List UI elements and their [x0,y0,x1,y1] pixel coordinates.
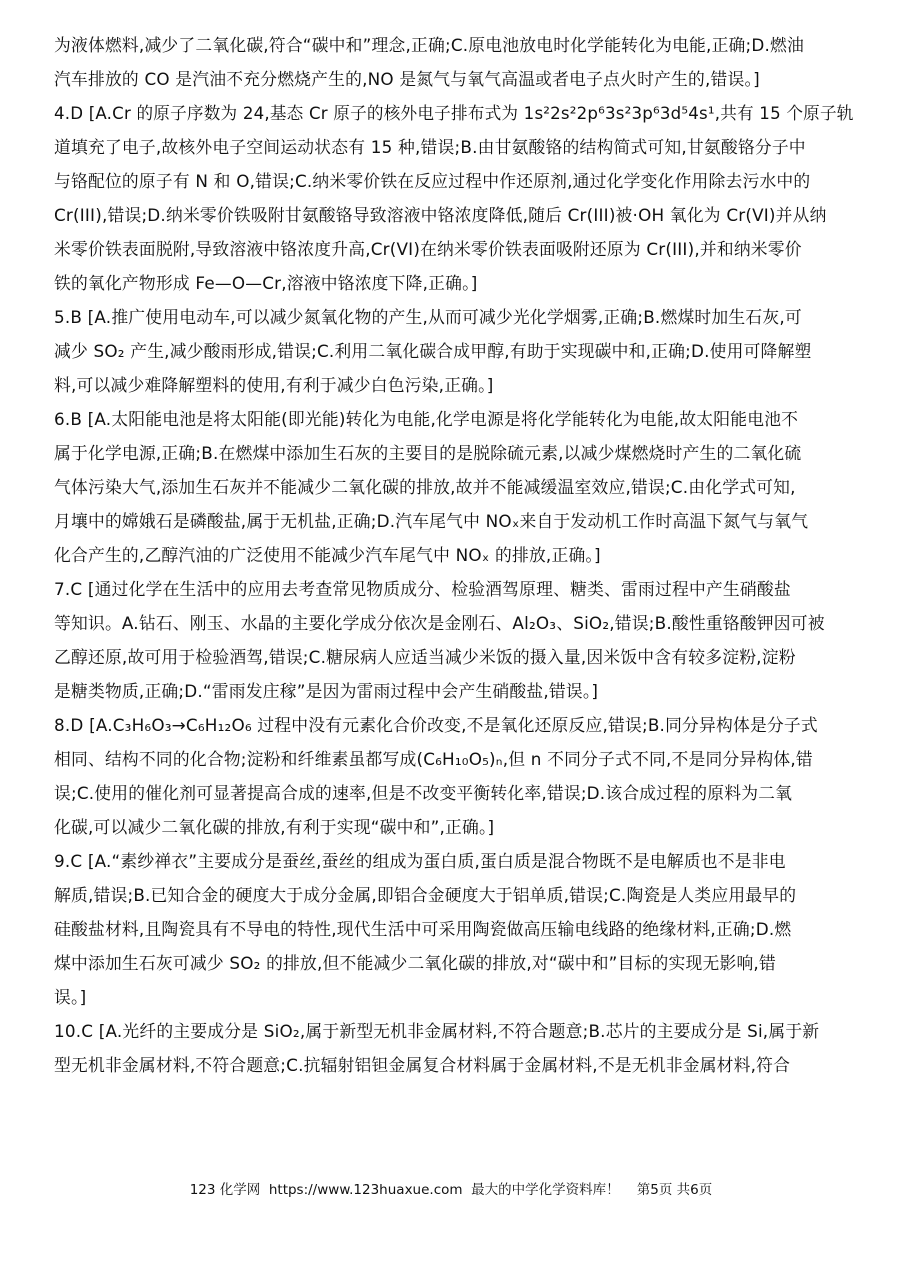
text-line: 误。] [54,987,87,1007]
text-line: 相同、结构不同的化合物;淀粉和纤维素虽都写成(C₆H₁₀O₅)ₙ,但 n 不同分子式不同,不是同分异构体,错 [54,749,813,769]
text-line: 化碳,可以减少二氧化碳的排放,有利于实现“碳中和”,正确。] [54,817,495,837]
text-line: 减少 SO₂ 产生,减少酸雨形成,错误;C.利用二氧化碳合成甲醇,有助于实现碳中和,正确;D.使用可降解塑 [54,341,812,361]
text-line: 解质,错误;B.已知合金的硬度大于成分金属,即铝合金硬度大于铝单质,错误;C.陶瓷是人类应用最早的 [54,885,797,905]
text-line: 气体污染大气,添加生石灰并不能减少二氧化碳的排放,故并不能减缓温室效应,错误;C.由化学式可知, [54,477,796,497]
text-line: 是糖类物质,正确;D.“雷雨发庄稼”是因为雷雨过程中会产生硝酸盐,错误。] [54,681,599,701]
text-line: 10.C [A.光纤的主要成分是 SiO₂,属于新型无机非金属材料,不符合题意;B.芯片的主要成分是 Si,属于新 [54,1021,820,1041]
text-line: 铁的氧化产物形成 Fe—O—Cr,溶液中铬浓度下降,正确。] [54,273,478,293]
text-line: 月壤中的嫦娥石是磷酸盐,属于无机盐,正确;D.汽车尾气中 NOₓ来自于发动机工作时高温下氮气与氧气 [54,511,809,531]
text-line: 等知识。A.钻石、刚玉、水晶的主要化学成分依次是金刚石、Al₂O₃、SiO₂,错误;B.酸性重铬酸钾因可被 [54,613,825,633]
text-line: 与铬配位的原子有 N 和 O,错误;C.纳米零价铁在反应过程中作还原剂,通过化学变化作用除去污水中的 [54,171,811,191]
text-line: 属于化学电源,正确;B.在燃煤中添加生石灰的主要目的是脱除硫元素,以减少煤燃烧时产生的二氧化硫 [54,443,802,463]
text-line: 7.C [通过化学在生活中的应用去考查常见物质成分、检验酒驾原理、糖类、雷雨过程中产生硝酸盐 [54,579,791,599]
text-line: 化合产生的,乙醇汽油的广泛使用不能减少汽车尾气中 NOₓ 的排放,正确。] [54,545,601,565]
answer-text [54,28,854,1082]
text-line: 硅酸盐材料,且陶瓷具有不导电的特性,现代生活中可采用陶瓷做高压输电线路的绝缘材料,正确;D.燃 [54,919,792,939]
footer-page-number: 第5页 共6页 [636,1182,713,1198]
text-line: 9.C [A.“素纱禅衣”主要成分是蚕丝,蚕丝的组成为蛋白质,蛋白质是混合物既不是电解质也不是非电 [54,851,786,871]
text-line: 乙醇还原,故可用于检验酒驾,错误;C.糖尿病人应适当减少米饭的摄入量,因米饭中含有较多淀粉,淀粉 [54,647,796,667]
text-line: 型无机非金属材料,不符合题意;C.抗辐射铝钽金属复合材料属于金属材料,不是无机非金属材料,符合 [54,1055,791,1075]
text-line: 为液体燃料,减少了二氧化碳,符合“碳中和”理念,正确;C.原电池放电时化学能转化为电能,正确;D.燃油 [54,35,805,55]
text-line: 米零价铁表面脱附,导致溶液中铬浓度升高,Cr(VI)在纳米零价铁表面吸附还原为 Cr(III),并和纳米零价 [54,239,802,259]
text-line: 8.D [A.C₃H₆O₃→C₆H₁₂O₆ 过程中没有元素化合价改变,不是氧化还原反应,错误;B.同分异构体是分子式 [54,715,818,735]
text-line: 料,可以减少难降解塑料的使用,有利于减少白色污染,正确。] [54,375,494,395]
page-footer [0,1178,902,1198]
text-line: 误;C.使用的催化剂可显著提高合成的速率,但是不改变平衡转化率,错误;D.该合成过程的原料为二氧 [54,783,793,803]
text-line: 煤中添加生石灰可减少 SO₂ 的排放,但不能减少二氧化碳的排放,对“碳中和”目标的实现无影响,错 [54,953,776,973]
footer-site: 123 化学网 https://www.123huaxue.com 最大的中学化学资料库！ [189,1182,620,1198]
text-line: 4.D [A.Cr 的原子序数为 24,基态 Cr 原子的核外电子排布式为 1s²2s²2p⁶3s²3p⁶3d⁵4s¹,共有 15 个原子轨 [54,103,854,123]
text-line: 道填充了电子,故核外电子空间运动状态有 15 种,错误;B.由甘氨酸铬的结构简式可知,甘氨酸铬分子中 [54,137,806,157]
text-line: Cr(III),错误;D.纳米零价铁吸附甘氨酸铬导致溶液中铬浓度降低,随后 Cr(III)被·OH 氧化为 Cr(VI)并从纳 [54,205,827,225]
text-line: 6.B [A.太阳能电池是将太阳能(即光能)转化为电能,化学电源是将化学能转化为电能,故太阳能电池不 [54,409,799,429]
text-line: 5.B [A.推广使用电动车,可以减少氮氧化物的产生,从而可减少光化学烟雾,正确;B.燃煤时加生石灰,可 [54,307,802,327]
text-line: 汽车排放的 CO 是汽油不充分燃烧产生的,NO 是氮气与氧气高温或者电子点火时产生的,错误。] [54,69,760,89]
